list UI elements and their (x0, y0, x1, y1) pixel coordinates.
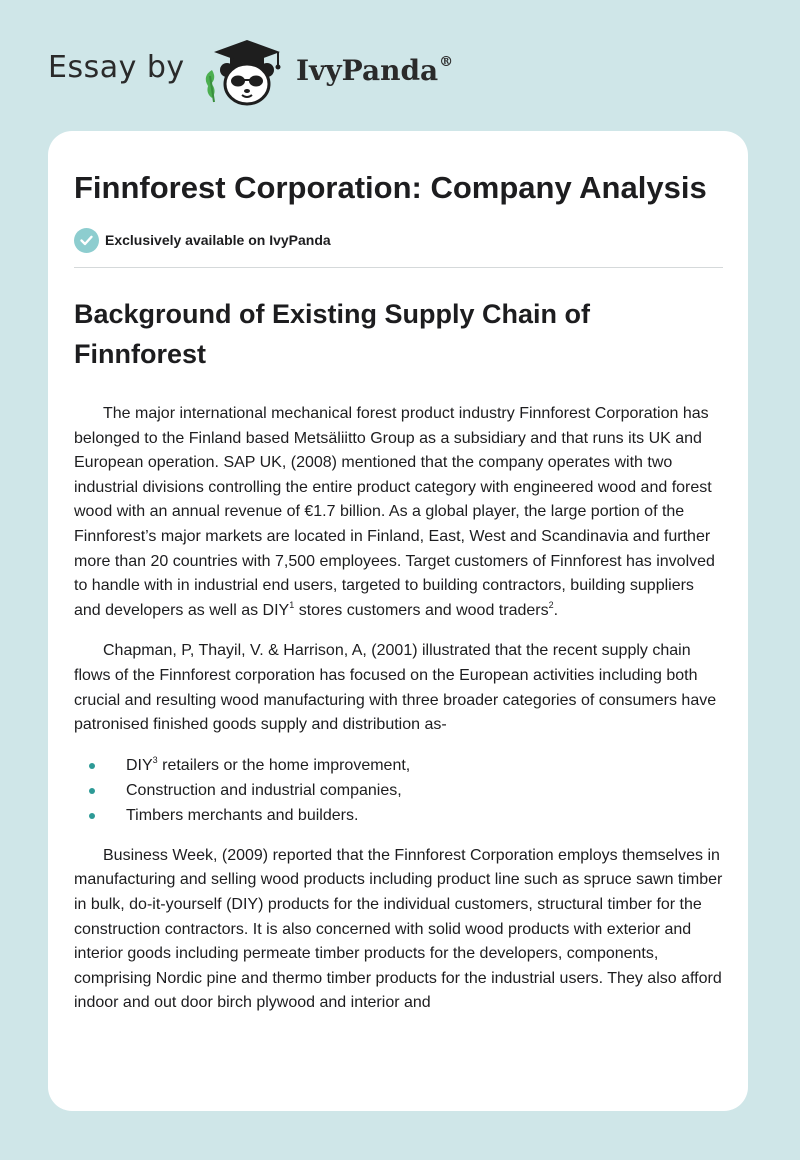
essay-title: Finnforest Corporation: Company Analysis (74, 170, 707, 205)
brand-name: IvyPanda (296, 54, 439, 87)
list-item (74, 778, 724, 803)
paragraph-2: Chapman, P, Thayil, V. & Harrison, A, (2001) illustrated that the recent supply chain flows of the Finnforest corporation has focused on the European activities including both crucial and resulting wood manufacturing with three broader categories of consumers have patronised finished goods supply and distribution as- (74, 642, 717, 734)
ivypanda-brand[interactable] (296, 54, 453, 87)
check-circle-icon (74, 228, 99, 253)
essay-by-label: Essay by (48, 50, 185, 85)
footnote-ref-3[interactable]: 3 (152, 754, 158, 765)
list-item (74, 803, 724, 828)
bullet-1-rest: retailers or the home improvement, (157, 756, 411, 774)
bullet-1-text: DIY (126, 756, 153, 774)
bullet-list (74, 753, 724, 828)
essay-content (74, 167, 724, 1016)
bullet-2-text: Construction and industrial companies, (126, 781, 402, 799)
bullet-dot (89, 763, 95, 769)
badge-text: Exclusively available on IvyPanda (105, 232, 331, 248)
divider (74, 267, 723, 268)
paragraph-1-text: The major international mechanical forest product industry Finnforest Corporation has belonged to the Finland based Metsäliitto Group as a subsidiary and that runs its UK and European operation. SAP UK, (2008) mentioned that the company operates with two industrial divisions controlling the entire product category with engineered wood and forest wood with an annual revenue of €1.7 billion. As a global player, the large portion of the Finnforest’s major markets are located in Finland, East, West and Scandinavia and further more than 20 countries with 7,500 employees. Target customers of Finnforest has involved to handle with in industrial end users, targeted to building contractors, building suppliers and developers as well as DIY (74, 405, 715, 619)
paragraph-1 (74, 402, 724, 623)
bullet-dot (89, 788, 95, 794)
paragraph-3: Business Week, (2009) reported that the Finnforest Corporation employs themselves in manufacturing and selling wood products including product line such as spruce sawn timber in bulk, do-it-yourself (DIY) products for the individual customers, structural timber for the construction contractors. It is also concerned with solid wood products with exterior and interior goods including permeate timber products for the developers, components, comprising Nordic pine and thermo timber products for the industrial users. They also afford indoor and out door birch plywood and interior and (74, 846, 723, 1012)
footnote-ref-1[interactable]: 1 (289, 599, 295, 610)
registered-mark: ® (439, 54, 454, 70)
section-heading: Background of Existing Supply Chain of Finnforest (74, 299, 591, 369)
exclusive-badge (74, 227, 724, 253)
footnote-ref-2[interactable]: 2 (548, 599, 554, 610)
bullet-dot (89, 813, 95, 819)
paragraph-1-end: . (553, 601, 559, 619)
bullet-3-text: Timbers merchants and builders. (126, 806, 359, 824)
site-header (0, 0, 800, 130)
panda-logo-icon[interactable] (200, 36, 292, 108)
essay-card (48, 131, 748, 1111)
paragraph-1-text-b: stores customers and wood traders (294, 601, 549, 619)
list-item (74, 753, 724, 778)
